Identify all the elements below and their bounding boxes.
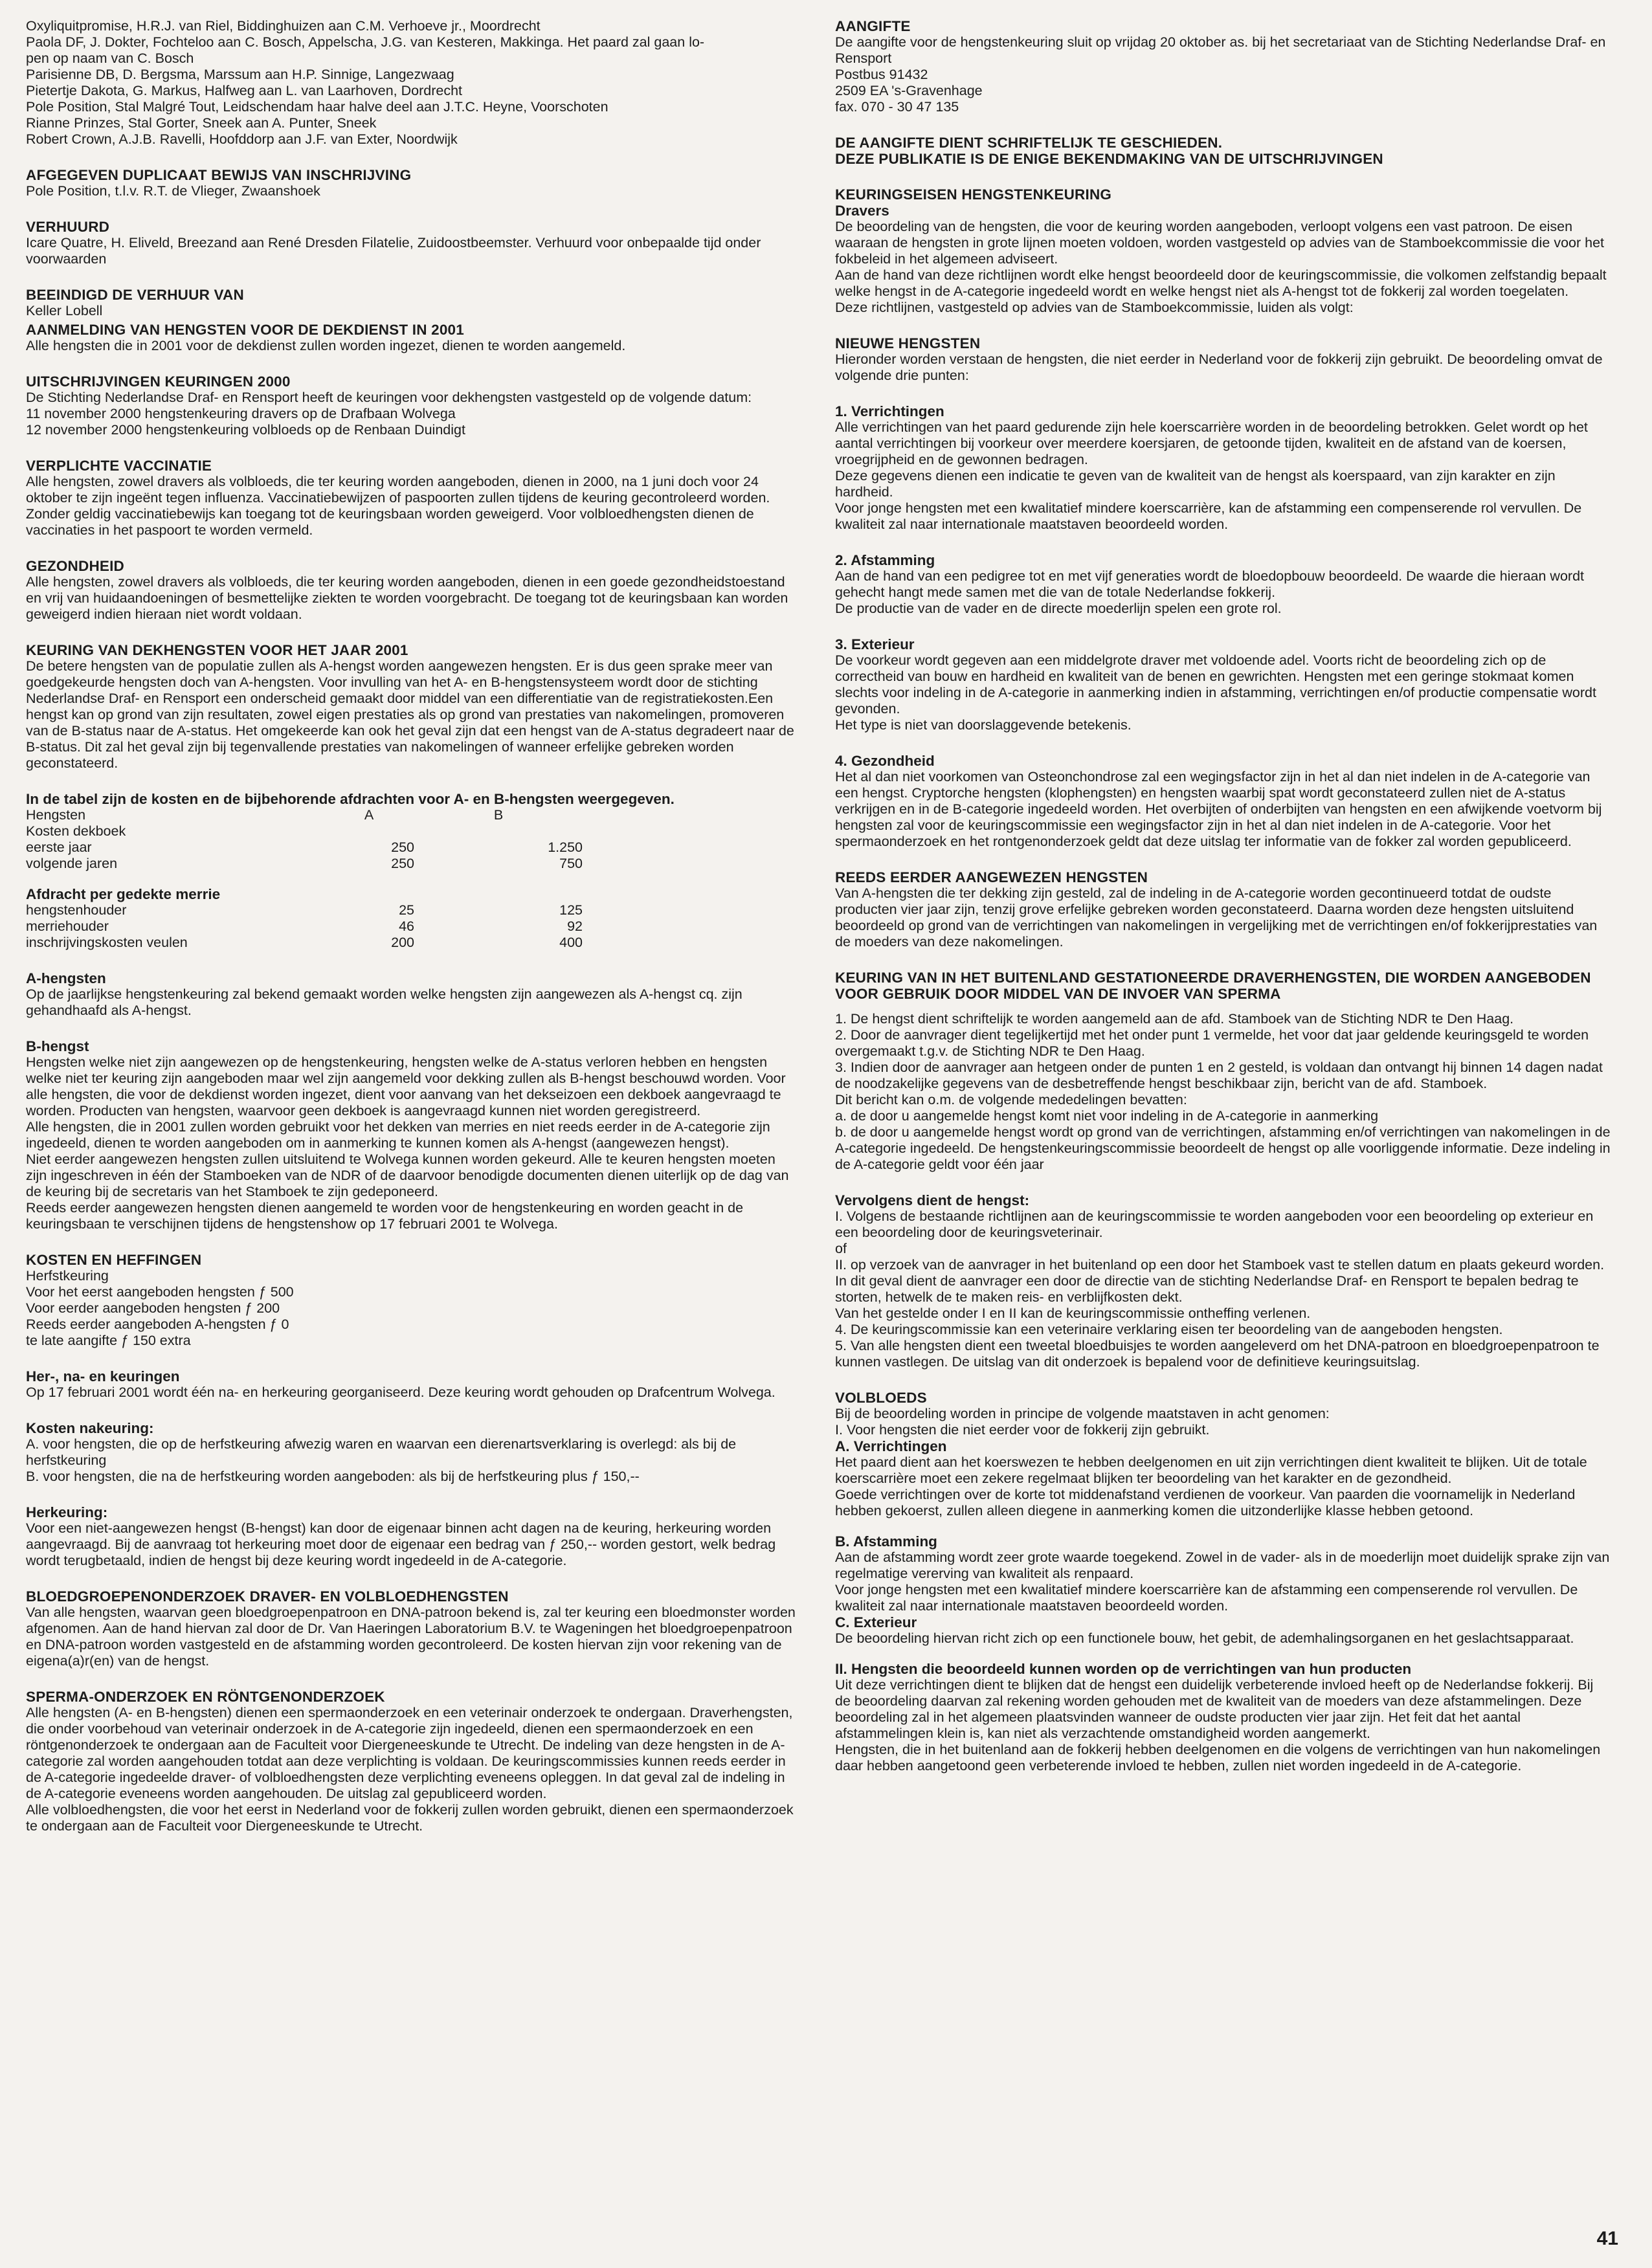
- section-text: Alle hengsten, zowel dravers als volbloeds, die ter keuring worden aangeboden, dienen in 2000, na 1 juni doch voor 24 oktober te zijn ingeënt tegen influenza. Vaccinatiebewijzen of paspoorten zullen tijdens de keuring gecontroleerd worden. Zonder geldig vaccinatiebewijs kan toegang tot de keuringsbaan worden geweigerd. Voor volbloedhengsten dienen de vaccinaties in het paspoort te worden vermeld.: [26, 474, 770, 538]
- section-heading: GEZONDHEID: [26, 558, 125, 574]
- right-column: [835, 18, 1612, 1794]
- table-cell: 46: [399, 918, 414, 934]
- table-subheading: Afdracht per gedekte merrie: [26, 886, 221, 902]
- license-line: Parisienne DB, D. Bergsma, Marssum aan H.P. Sinnige, Langezwaag: [26, 67, 454, 82]
- fee-line: Reeds eerder aangeboden A-hengsten ƒ 0: [26, 1317, 289, 1332]
- section-heading: 1. Verrichtingen: [835, 403, 944, 419]
- list-item: Dit bericht kan o.m. de volgende mededelingen bevatten:: [835, 1092, 1187, 1107]
- table-cell: 400: [559, 935, 583, 950]
- table-cell: 92: [567, 918, 583, 934]
- section-text: Van A-hengsten die ter dekking zijn gesteld, zal de indeling in de A-categorie worden gecontinueerd totdat de oudste producten vier jaar zijn, tenzij grove erfelijke gebreken worden geconstateerd. Daarna worden deze hengsten uitsluitend beoordeeld op grond van de verrichtingen van nakomelingen in vergelijking met de verrichtingen en/of fokkerijprestaties van de moeders van deze nakomelingen.: [835, 885, 1598, 950]
- list-item: 5. Van alle hengsten dient een tweetal bloedbuisjes te worden aangeleverd om het DNA-patroon en bloedgroepenpatroon te kunnen vastlegen. De uitslag van dit onderzoek is bepalend voor de definitieve keuringsuitslag.: [835, 1338, 1600, 1370]
- section-heading: 4. Gezondheid: [835, 753, 935, 769]
- license-line: Pole Position, Stal Malgré Tout, Leidschendam haar halve deel aan J.T.C. Heyne, Voorschoten: [26, 99, 608, 115]
- table-cell: A: [364, 807, 374, 823]
- section-text: Deze richtlijnen, vastgesteld op advies van de Stamboekcommissie, luiden als volgt:: [835, 300, 1354, 315]
- section-text: De beoordeling hiervan richt zich op een functionele bouw, het gebit, de ademhalingsorganen en het geslachtsapparaat.: [835, 1630, 1574, 1646]
- table-cell: 125: [559, 902, 583, 918]
- address-line: fax. 070 - 30 47 135: [835, 99, 959, 115]
- section-sperma: [26, 1689, 796, 1834]
- section-aanmelding: [26, 322, 796, 354]
- section-heading: VERPLICHTE VACCINATIE: [26, 458, 212, 474]
- section-text: Aan de hand van deze richtlijnen wordt elke hengst beoordeeld door de keuringscommissie, die volkomen zelfstandig bepaalt welke hengst in de A-categorie ingedeeld wordt en welke hengst niet als A-hengst tot de fokkerij zal worden toegelaten.: [835, 267, 1607, 299]
- section-text: Voor jonge hengsten met een kwalitatief mindere koerscarrière, kan de afstamming een compenserende rol vervullen. De kwaliteit zal naar internationale maatstaven beoordeeld worden.: [835, 500, 1582, 532]
- section-kosten-nakeuring: [26, 1420, 796, 1485]
- section-heading: 3. Exterieur: [835, 636, 915, 652]
- table-row: [26, 935, 583, 951]
- section-heading: AANMELDING VAN HENGSTEN VOOR DE DEKDIENST IN 2001: [26, 322, 464, 338]
- table-row: [26, 886, 583, 902]
- list-item: 1. De hengst dient schriftelijk te worden aangemeld aan de afd. Stamboek van de Stichting NDR te Den Haag.: [835, 1011, 1514, 1027]
- section-heading: VERHUURD: [26, 219, 110, 235]
- table-header-row: [26, 807, 583, 823]
- section-text: Alle hengsten, die in 2001 zullen worden gebruikt voor het dekken van merries en niet reeds eerder in de A-categorie zijn ingedeeld, dienen te worden aangeboden om in aanmerking te kunnen komen als A-hengst (aangewezen hengst).: [26, 1119, 770, 1151]
- list-item: Van het gestelde onder I en II kan de keuringscommissie ontheffing verlenen.: [835, 1306, 1311, 1321]
- address-line: 2509 EA 's-Gravenhage: [835, 83, 983, 98]
- section-subheading: II. Hengsten die beoordeeld kunnen worden op de verrichtingen van hun producten: [835, 1661, 1412, 1677]
- license-line: Oxyliquitpromise, H.R.J. van Riel, Biddinghuizen aan C.M. Verhoeve jr., Moordrecht: [26, 18, 541, 34]
- section-duplicaat: [26, 167, 796, 199]
- section-text: A. voor hengsten, die op de herfstkeuring afwezig waren en waarvan een dierenartsverklaring is overlegd: als bij de herfstkeuring: [26, 1436, 737, 1468]
- table-row: [26, 856, 583, 872]
- table-cell: volgende jaren: [26, 856, 118, 871]
- section-subheading: B. Afstamming: [835, 1533, 937, 1550]
- table-row: [26, 823, 583, 839]
- section-heading: AANGIFTE: [835, 18, 911, 34]
- section-heading: KOSTEN EN HEFFINGEN: [26, 1252, 202, 1268]
- fee-line: te late aangifte ƒ 150 extra: [26, 1333, 191, 1348]
- section-heading: KEURING VAN IN HET BUITENLAND GESTATIONEERDE DRAVERHENGSTEN, DIE WORDEN AANGEBODEN VOOR GEBRUIK DOOR MIDDEL VAN DE INVOER VAN SPERMA: [835, 970, 1591, 1002]
- left-column: [26, 18, 796, 1854]
- section-text: Van alle hengsten, waarvan geen bloedgroepenpatroon en DNA-patroon bekend is, zal ter keuring een bloedmonster worden afgenomen. Aan de hand hiervan zal door de Dr. Van Haeringen Laboratorium B.V. te Wageningen het bloedgroepenpatroon en DNA-patroon worden vastgesteld en de afstamming worden gecontroleerd. De kosten hiervan zijn voor rekening van de eigena(a)r(en) van de hengst.: [26, 1605, 796, 1669]
- table-cell: 250: [391, 856, 414, 871]
- section-exterieur: [835, 636, 1612, 733]
- table-cell: 25: [399, 902, 414, 918]
- section-text: Hengsten welke niet zijn aangewezen op de hengstenkeuring, hengsten welke de A-status verloren hebben en hengsten welke niet ter keuring zijn aangeboden maar wel zijn aangemeld voor dekking zullen als B-hengst beschouwd worden. Voor alle hengsten, die voor de dekdienst worden ingezet, dient voor aanvang van het dekseizoen een dekboek aangevraagd te worden. Producten van hengsten, waarvoor geen dekboek is aangevraagd kunnen niet worden geregistreerd.: [26, 1054, 786, 1118]
- section-volbloeds: [835, 1390, 1612, 1774]
- license-line: pen op naam van C. Bosch: [26, 50, 194, 66]
- list-item: b. de door u aangemelde hengst wordt op grond van de verrichtingen, afstamming en/of verrichtingen van nakomelingen in de A-categorie ingedeeld. De hengstenkeuringscommissie beoordeelt de hengst op alle voorliggende informatie. Deze indeling in de A-categorie geldt voor één jaar: [835, 1124, 1611, 1172]
- section-heading: B-hengst: [26, 1038, 89, 1054]
- fee-line: Herfstkeuring: [26, 1268, 109, 1284]
- section-keuringseisen: [835, 186, 1612, 316]
- section-text: I. Voor hengsten die niet eerder voor de fokkerij zijn gebruikt.: [835, 1422, 1210, 1438]
- section-text: De aangifte voor de hengstenkeuring sluit op vrijdag 20 oktober as. bij het secretariaat van de Stichting Nederlandse Draf- en Rensport: [835, 34, 1606, 66]
- section-kosten-tabel: [26, 791, 796, 951]
- section-text: Niet eerder aangewezen hengsten zullen uitsluitend te Wolvega kunnen worden gekeurd. Alle te keuren hengsten moeten zijn ingeschreven in één der Stamboeken van de NDR of de daarvoor benodigde documenten dienen uiterlijk op de dag van de keuring bij de secretaris van het Stamboek te zijn gedeponeerd.: [26, 1151, 789, 1199]
- table-cell: 250: [391, 839, 414, 855]
- notice-line: DE AANGIFTE DIENT SCHRIFTELIJK TE GESCHIEDEN.: [835, 135, 1223, 151]
- section-vervolgens: [835, 1192, 1612, 1370]
- section-bloedgroepen: [26, 1588, 796, 1669]
- license-line: Rianne Prinzes, Stal Gorter, Sneek aan A. Punter, Sneek: [26, 115, 377, 131]
- section-heading: BLOEDGROEPENONDERZOEK DRAVER- EN VOLBLOEDHENGSTEN: [26, 1588, 509, 1605]
- fee-line: Voor eerder aangeboden hengsten ƒ 200: [26, 1300, 280, 1316]
- section-heading: NIEUWE HENGSTEN: [835, 335, 981, 351]
- keuring-date-line: 12 november 2000 hengstenkeuring volbloeds op de Renbaan Duindigt: [26, 422, 465, 438]
- section-heading: Vervolgens dient de hengst:: [835, 1192, 1030, 1208]
- section-subheading: Dravers: [835, 203, 889, 219]
- section-text: Keller Lobell: [26, 303, 103, 318]
- section-heading: Kosten nakeuring:: [26, 1420, 154, 1436]
- fee-table: [26, 807, 583, 951]
- table-cell: hengstenhouder: [26, 902, 127, 918]
- license-line: Paola DF, J. Dokter, Fochteloo aan C. Bosch, Appelscha, J.G. van Kesteren, Makkinga. Het paard zal gaan lo-: [26, 34, 705, 50]
- section-a-hengsten: [26, 970, 796, 1019]
- section-gezondheid-dravers: [835, 753, 1612, 850]
- section-text: Uit deze verrichtingen dient te blijken dat de hengst een duidelijk verbeterende invloed heeft op de Nederlandse fokkerij. Bij de beoordeling daarvan zal rekening worden gehouden met de kwaliteit van de moeders van deze afstammelingen. Deze beoordeling zal in het algemeen plaatsvinden wanneer de oudste producten vier jaar zijn. Het feit dat het aantal afstammelingen klein is, kan niet als verzachtende omstandigheid worden aangemerkt.: [835, 1677, 1594, 1741]
- fee-line: Voor het eerst aangeboden hengsten ƒ 500: [26, 1284, 294, 1300]
- section-beeindigd: [26, 287, 796, 319]
- section-text: Alle hengsten, zowel dravers als volbloeds, die ter keuring worden aangeboden, dienen in een goede gezondheidstoestand en vrij van huidaandoeningen of besmettelijke ziekten te worden voorgebracht. De toegang tot de keuringsbaan kan worden geweigerd indien hieraan niet wordt voldaan.: [26, 574, 788, 622]
- section-text: Pole Position, t.l.v. R.T. de Vlieger, Zwaanshoek: [26, 183, 320, 199]
- section-heading: A-hengsten: [26, 970, 106, 986]
- table-cell: merriehouder: [26, 918, 109, 934]
- section-text: Hieronder worden verstaan de hengsten, die niet eerder in Nederland voor de fokkerij zijn gebruikt. De beoordeling omvat de volgende drie punten:: [835, 351, 1603, 383]
- section-text: Aan de afstamming wordt zeer grote waarde toegekend. Zowel in de vader- als in de moederlijn moet duidelijk sprake zijn van regelmatige vererving van kwaliteit als renpaard.: [835, 1550, 1610, 1581]
- section-text: Het paard dient aan het koerswezen te hebben deelgenomen en uit zijn verrichtingen dient kwaliteit te blijken. Uit de totale koerscarrière moet een zekere regelmaat blijken ter beoordeling van het karakter en de gezondheid.: [835, 1454, 1587, 1486]
- section-text: Voor een niet-aangewezen hengst (B-hengst) kan door de eigenaar binnen acht dagen na de keuring, herkeuring worden aangevraagd. Bij de aanvraag tot herkeuring moet door de eigenaar een bedrag van ƒ 250,-- worden gestort, welk bedrag wordt terugbetaald, indien de hengst bij deze keuring wordt ingedeeld in de A-categorie.: [26, 1520, 776, 1568]
- license-list: [26, 18, 796, 148]
- section-heading: Her-, na- en keuringen: [26, 1368, 180, 1384]
- list-item: a. de door u aangemelde hengst komt niet voor indeling in de A-categorie in aanmerking: [835, 1108, 1379, 1124]
- table-cell: inschrijvingskosten veulen: [26, 935, 188, 950]
- page-number: 41: [1596, 2228, 1618, 2249]
- section-verrichtingen: [835, 403, 1612, 533]
- table-cell: 750: [559, 856, 583, 871]
- section-text: Deze gegevens dienen een indicatie te geven van de kwaliteit van de hengst als koerspaard, van zijn karakter en zijn hardheid.: [835, 468, 1556, 500]
- section-notice: [835, 135, 1612, 167]
- section-heading: 2. Afstamming: [835, 552, 935, 568]
- section-text: Alle volbloedhengsten, die voor het eerst in Nederland voor de fokkerij zullen worden gebruikt, dienen een spermaonderzoek te ondergaan aan de Faculteit voor Diergeneeskunde te Utrecht.: [26, 1802, 794, 1834]
- keuring-date-line: 11 november 2000 hengstenkeuring dravers op de Drafbaan Wolvega: [26, 406, 456, 421]
- section-text: Alle hengsten (A- en B-hengsten) dienen een spermaonderzoek en een veterinair onderzoek te ondergaan. Draverhengsten, die onder voorbehoud van veterinair onderzoek in de A-categorie zijn ingedeeld, dienen een spermaonderzoek en een röntgenonderzoek te ondergaan aan de Faculteit voor Diergeneeskunde te Utrecht. De indeling van deze hengsten in de A-categorie zal worden aangehouden totdat aan deze verplichting is voldaan. De keuringscommissies kunnen reeds eerder in de A-categorie ingedeelde draver- of volbloedhengsten deze verplichting eveneens opleggen. In dat geval zal de indeling in de A-categorie eveneens worden aangehouden. De uitslag zal gepubliceerd worden.: [26, 1705, 793, 1801]
- section-uitschrijvingen: [26, 373, 796, 438]
- section-text: Goede verrichtingen over de korte tot middenafstand verdienen de voorkeur. Van paarden die voornamelijk in Nederland hebben gekoerst, zullen alleen diegene in aanmerking komen die uitzonderlijke klasse hebben getoond.: [835, 1487, 1576, 1518]
- section-heading: BEEINDIGD DE VERHUUR VAN: [26, 287, 244, 303]
- table-heading: In de tabel zijn de kosten en de bijbehorende afdrachten voor A- en B-hengsten weergegeven.: [26, 791, 675, 807]
- table-cell: B: [493, 807, 504, 823]
- license-line: Pietertje Dakota, G. Markus, Halfweg aan L. van Laarhoven, Dordrecht: [26, 83, 463, 98]
- section-herkeuring: [26, 1504, 796, 1569]
- list-item: of: [835, 1241, 847, 1256]
- section-text: De beoordeling van de hengsten, die voor de keuring worden aangeboden, verloopt volgens een vast patroon. De eisen waaraan de hengsten in grote lijnen moeten voldoen, worden vastgesteld op advies van de Stamboekcommissie die voor het fokbeleid in het algemeen adviseert.: [835, 219, 1605, 267]
- address-line: Postbus 91432: [835, 67, 928, 82]
- section-b-hengst: [26, 1038, 796, 1232]
- section-text: De betere hengsten van de populatie zullen als A-hengst worden aangewezen hengsten. Er is dus geen sprake meer van goedgekeurde hengsten doch van A-hengsten. Voor invulling van het A- en B-hengstensysteem wordt door de stichting Nederlandse Draf- en Rensport een onderscheid gemaakt door middel van een differentiatie van de registratiekosten.Een hengst kan op grond van zijn resultaten, zowel eigen prestaties als op grond van prestaties van nakomelingen, promoveren van de B-status naar de A-status. Het omgekeerde kan ook het geval zijn dat een hengst van de A-status degradeert naar de B-status. Dit zal het geval zijn bij tegenvallende prestaties van nakomelingen of wanneer erfelijke gebreken worden geconstateerd.: [26, 658, 794, 771]
- section-text: Bij de beoordeling worden in principe de volgende maatstaven in acht genomen:: [835, 1406, 1330, 1421]
- section-heading: REEDS EERDER AANGEWEZEN HENGSTEN: [835, 869, 1148, 885]
- list-item: 4. De keuringscommissie kan een veterinaire verklaring eisen ter beoordeling van de aangeboden hengsten.: [835, 1322, 1503, 1337]
- table-cell: 1.250: [548, 839, 583, 855]
- list-item: I. Volgens de bestaande richtlijnen aan de keuringscommissie te worden aangeboden voor een beoordeling op exterieur en een beoordeling door de keuringsveterinair.: [835, 1208, 1594, 1240]
- table-row: [26, 902, 583, 918]
- table-cell: eerste jaar: [26, 839, 92, 855]
- section-heading: AFGEGEVEN DUPLICAAT BEWIJS VAN INSCHRIJVING: [26, 167, 412, 183]
- license-line: Robert Crown, A.J.B. Ravelli, Hoofddorp aan J.F. van Exter, Noordwijk: [26, 131, 458, 147]
- section-reeds-eerder: [835, 869, 1612, 950]
- section-text: De productie van de vader en de directe moederlijn spelen een grote rol.: [835, 601, 1282, 616]
- section-text: Op 17 februari 2001 wordt één na- en herkeuring georganiseerd. Deze keuring wordt gehouden op Drafcentrum Wolvega.: [26, 1384, 776, 1400]
- section-text: Icare Quatre, H. Eliveld, Breezand aan René Dresden Filatelie, Zuidoostbeemster. Verhuurd voor onbepaalde tijd onder voorwaarden: [26, 235, 761, 267]
- table-row: [26, 918, 583, 935]
- section-text: De voorkeur wordt gegeven aan een middelgrote draver met voldoende adel. Voorts richt de beoordeling zich op de correctheid van bouw en hardheid en kwaliteit van de benen en gewrichten. Hengsten met een geringe stokmaat komen slechts voor indeling in de A-categorie in aanmerking indien in afstamming, verrichtingen en/of productie compensatie wordt gevonden.: [835, 652, 1596, 717]
- section-text: Voor jonge hengsten met een kwalitatief mindere koerscarrière kan de afstamming een compenserende rol vervullen. De kwaliteit zal naar internationale maatstaven beoordeeld worden.: [835, 1582, 1578, 1614]
- section-text: Het type is niet van doorslaggevende betekenis.: [835, 717, 1132, 733]
- table-cell: Hengsten: [26, 807, 86, 823]
- section-heading: VOLBLOEDS: [835, 1390, 927, 1406]
- section-text: B. voor hengsten, die na de herfstkeuring worden aangeboden: als bij de herfstkeuring plus ƒ 150,--: [26, 1469, 640, 1484]
- list-item: 2. Door de aanvrager dient tegelijkertijd met het onder punt 1 vermelde, het voor dat jaar geldende keuringsgeld te worden overgemaakt t.g.v. de Stichting NDR te Den Haag.: [835, 1027, 1589, 1059]
- section-gezondheid: [26, 558, 796, 623]
- section-heading: Herkeuring:: [26, 1504, 108, 1520]
- section-vaccinatie: [26, 458, 796, 539]
- section-heading: KEURINGSEISEN HENGSTENKEURING: [835, 186, 1112, 203]
- table-row: [26, 839, 583, 856]
- section-nieuwe-hengsten: [835, 335, 1612, 384]
- table-cell: Kosten dekboek: [26, 823, 126, 839]
- section-subheading: A. Verrichtingen: [835, 1438, 947, 1454]
- section-subheading: C. Exterieur: [835, 1614, 917, 1630]
- section-text: Reeds eerder aangewezen hengsten dienen aangemeld te worden voor de hengstenkeuring en worden geacht in de keuringsbaan te verschijnen tijdens de hengstenshow op 17 februari 2001 te Wolvega.: [26, 1200, 744, 1232]
- section-kosten: [26, 1252, 796, 1349]
- section-text: Aan de hand van een pedigree tot en met vijf generaties wordt de bloedopbouw beoordeeld. De waarde die hieraan wordt gehecht hangt mede samen met die van de totale Nederlandse fokkerij.: [835, 568, 1585, 600]
- section-text: Op de jaarlijkse hengstenkeuring zal bekend gemaakt worden welke hengsten zijn aangewezen als A-hengst cq. zijn gehandhaafd als A-hengst.: [26, 986, 742, 1018]
- section-heading: UITSCHRIJVINGEN KEURINGEN 2000: [26, 373, 291, 390]
- section-aangifte: [835, 18, 1612, 115]
- notice-line: DEZE PUBLIKATIE IS DE ENIGE BEKENDMAKING VAN DE UITSCHRIJVINGEN: [835, 151, 1383, 167]
- list-item: II. op verzoek van de aanvrager in het buitenland op een door het Stamboek vast te stellen datum en plaats gekeurd worden. In dit geval dient de aanvrager een door de directie van de stichting Nederlandse Draf- en Rensport te bepalen bedrag te storten, hetwelk de te maken reis- en verblijfkosten dekt.: [835, 1257, 1605, 1305]
- section-text: Alle verrichtingen van het paard gedurende zijn hele koerscarrière worden in de beoordeling betrokken. Gelet wordt op het aantal verrichtingen bij voorkeur over meerdere koersjaren, de getoonde tijden, kwaliteit en de afstand van de koersen, vroegrijpheid en de gewonnen bedragen.: [835, 419, 1588, 467]
- list-item: 3. Indien door de aanvrager aan hetgeen onder de punten 1 en 2 gesteld, is voldaan dan ontvangt hij binnen 14 dagen nadat de noodzakelijke gegevens van de desbetreffende hengst beschikbaar zijn, bericht van de afd. Stamboek.: [835, 1060, 1603, 1091]
- section-text: Hengsten, die in het buitenland aan de fokkerij hebben deelgenomen en die volgens de verrichtingen van hun nakomelingen daar hebben aangetoond geen verbeterende invloed te hebben, zullen niet worden ingedeeld in de A-categorie.: [835, 1742, 1601, 1773]
- section-text: Het al dan niet voorkomen van Osteonchondrose zal een wegingsfactor zijn in het al dan niet indelen in de A-categorie van een hengst. Cryptorche hengsten (klophengsten) en hengsten waarbij spat wordt geconstateerd zullen niet de A-status verkrijgen en in de B-categorie ingedeeld worden. Het overbijten of onderbijten van hengsten en een afwijkende voetvorm bij hengsten zal voor de keuringscommissie een wegingsfactor zijn in het al dan niet indelen in de A-categorie. Voor het spermaonderzoek en het rontgenonderzoek geldt dat deze uitslag ter informatie van de fokker zal worden gepubliceerd.: [835, 769, 1602, 849]
- section-buitenland: [835, 970, 1612, 1173]
- section-verhuurd: [26, 219, 796, 267]
- section-heading: KEURING VAN DEKHENGSTEN VOOR HET JAAR 2001: [26, 642, 408, 658]
- section-text: De Stichting Nederlandse Draf- en Rensport heeft de keuringen voor dekhengsten vastgesteld op de volgende datum:: [26, 390, 752, 405]
- section-herkeuringen: [26, 1368, 796, 1401]
- section-text: Alle hengsten die in 2001 voor de dekdienst zullen worden ingezet, dienen te worden aangemeld.: [26, 338, 626, 353]
- section-afstamming: [835, 552, 1612, 617]
- table-cell: 200: [391, 935, 414, 950]
- section-heading: SPERMA-ONDERZOEK EN RÖNTGENONDERZOEK: [26, 1689, 385, 1705]
- section-keuring-2001: [26, 642, 796, 772]
